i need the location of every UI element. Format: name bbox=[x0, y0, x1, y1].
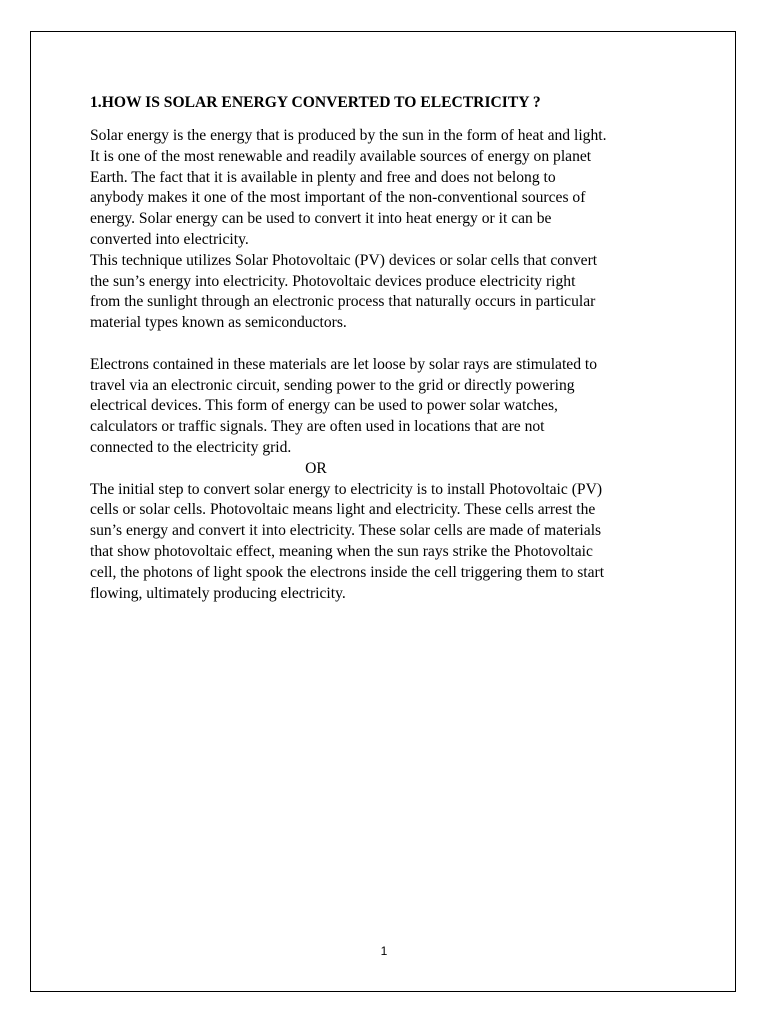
paragraph-line: electrical devices. This form of energy can be used to power solar watches, bbox=[90, 397, 558, 415]
paragraph-line: the sun’s energy into electricity. Photovoltaic devices produce electricity right bbox=[90, 272, 576, 290]
paragraph-line: cells or solar cells. Photovoltaic means light and electricity. These cells arrest the bbox=[90, 501, 596, 519]
page-number: 1 bbox=[380, 944, 388, 958]
paragraph-line: flowing, ultimately producing electricity. bbox=[90, 584, 346, 602]
paragraph-line: from the sunlight through an electronic process that naturally occurs in particular bbox=[90, 293, 596, 311]
document-body bbox=[90, 92, 680, 604]
paragraph-line: converted into electricity. bbox=[90, 230, 249, 248]
paragraph-3 bbox=[90, 355, 680, 459]
paragraph-line: cell, the photons of light spook the electrons inside the cell triggering them to start bbox=[90, 563, 605, 581]
paragraph-line: The initial step to convert solar energy to electricity is to install Photovoltaic (PV) bbox=[90, 480, 603, 498]
paragraph-line: Solar energy is the energy that is produced by the sun in the form of heat and light. bbox=[90, 127, 607, 144]
paragraph-line: It is one of the most renewable and readily available sources of energy on planet bbox=[90, 147, 592, 165]
paragraph-2 bbox=[90, 251, 680, 334]
paragraph-line: Earth. The fact that it is available in plenty and free and does not belong to bbox=[90, 168, 556, 186]
or-separator: OR bbox=[305, 459, 327, 477]
paragraph-line: that show photovoltaic effect, meaning when the sun rays strike the Photovoltaic bbox=[90, 542, 593, 560]
paragraph-line: travel via an electronic circuit, sending power to the grid or directly powering bbox=[90, 376, 575, 394]
paragraph-spacer bbox=[90, 334, 680, 355]
paragraph-line: connected to the electricity grid. bbox=[90, 438, 292, 456]
paragraph-line: This technique utilizes Solar Photovoltaic (PV) devices or solar cells that convert bbox=[90, 251, 598, 269]
paragraph-line: Electrons contained in these materials are let loose by solar rays are stimulated to bbox=[90, 355, 598, 373]
paragraph-line: calculators or traffic signals. They are often used in locations that are not bbox=[90, 418, 545, 436]
paragraph-line: anybody makes it one of the most important of the non-conventional sources of bbox=[90, 189, 586, 207]
paragraph-line: material types known as semiconductors. bbox=[90, 314, 347, 332]
paragraph-line: sun’s energy and convert it into electricity. These solar cells are made of materials bbox=[90, 522, 602, 540]
paragraph-4 bbox=[90, 480, 680, 605]
document-title: 1.HOW IS SOLAR ENERGY CONVERTED TO ELECTRICITY ? bbox=[90, 94, 541, 111]
paragraph-1 bbox=[90, 126, 680, 251]
paragraph-line: energy. Solar energy can be used to convert it into heat energy or it can be bbox=[90, 210, 552, 228]
